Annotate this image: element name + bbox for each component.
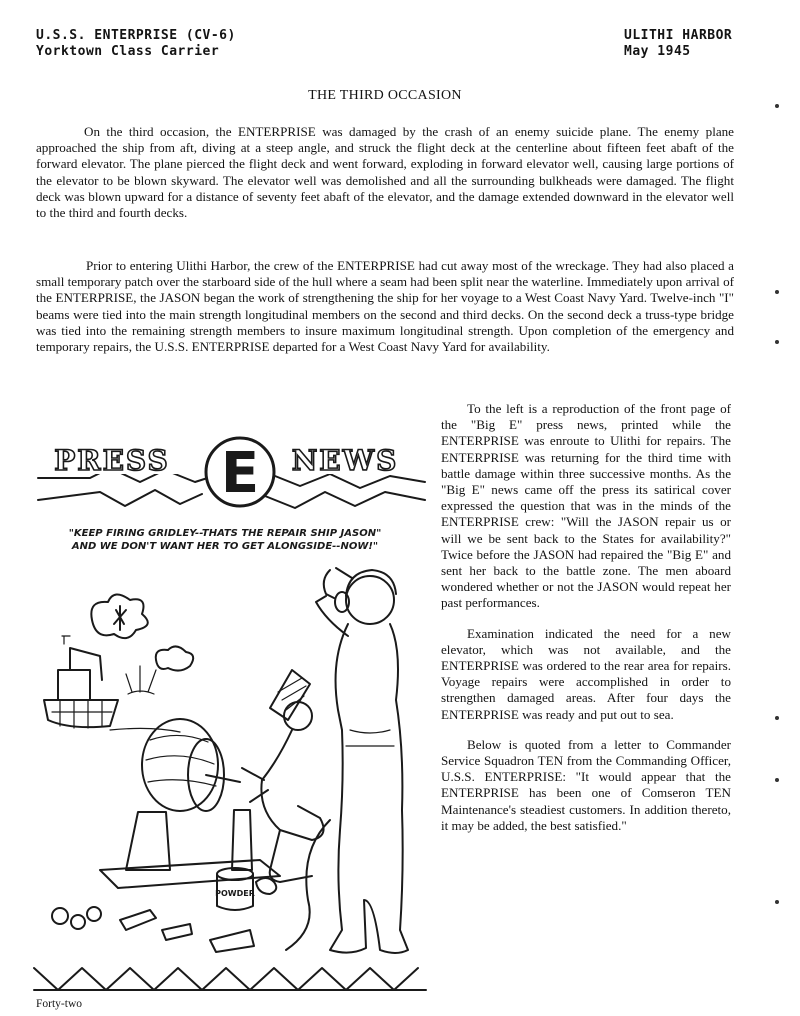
powder-can-label: POWDER [215,889,255,898]
masthead-e: E [220,441,260,506]
margin-mark [775,340,779,344]
explosion-clouds [91,594,193,732]
page-number: Forty-two [36,998,82,1010]
margin-mark [775,900,779,904]
paragraph-repairs: Prior to entering Ulithi Harbor, the crew of the ENTERPRISE had cut away most of the wreckage. They had also placed a small temporary patch over the starboard side of the hull where a seam had been split near the waterline. Immediately upon arrival of the ENTERPRISE, the JASON began the work of strengthening the ship for her voyage to a West Coast Navy Yard. Twelve-inch "I" beams were tied into the main strength longitudinal members on the second and third decks. On the second deck a truss-type bridge was tied into the remaining strength members to insure maximum longitudinal strength. Upon completion of the emergency and temporary repairs, the U.S.S. ENTERPRISE departed for a West Coast Navy Yard for availability. [36,258,734,355]
margin-mark [775,290,779,294]
paragraph-press-news: To the left is a reproduction of the front page of the "Big E" press news, printed while the ENTERPRISE was enroute to Ulithi for repairs. The ENTERPRISE was returning for the third time with battle damage within three successive months. As the "Big E" news came off the press its satirical cover expressed the question that was in the minds of the ENTERPRISE crew: "Will the JASON repair us or will we be sent back to the States for availability?" Twice before the JASON had repaired the "Big E" and sent her back to the battle zone. The men aboard wondered whether or not the JASON would repeat her past performances. [441,401,731,611]
right-column [441,401,731,834]
ship-name: U.S.S. ENTERPRISE (CV-6) [36,28,236,43]
masthead [38,438,425,508]
paragraph-examination: Examination indicated the need for a new elevator, which was not available, and the ENTERPRISE was ordered to the rear area for repairs. Voyage repairs were accomplished in order to strengthen damaged areas. After four days the ENTERPRISE was ready and put out to sea. [441,625,731,722]
header-right [624,28,732,60]
standing-sailor [316,568,408,953]
bottom-border [34,968,426,990]
date: May 1945 [624,44,691,59]
margin-mark [775,716,779,720]
cartoon-caption-line1: "KEEP FIRING GRIDLEY--THATS THE REPAIR SHIP JASON" [68,528,382,539]
repair-ship-drawing [44,636,118,728]
lightning-bolt-left-bottom [38,490,202,506]
press-news-cartoon [30,430,430,1005]
lightning-bolt-right-bottom [265,492,425,508]
cartoon-caption-line2: AND WE DON'T WANT HER TO GET ALONGSIDE--NOW!" [71,541,379,552]
paragraph-letter: Below is quoted from a letter to Commander Service Squadron TEN from the Commanding Officer, U.S.S. ENTERPRISE: "It would appear that the ENTERPRISE has been one of Comseron TEN Maintenance's steadiest customers. In addition thereto, it may be added, the best satisfied." [441,736,731,833]
powder-can [215,868,255,910]
margin-mark [775,778,779,782]
header-left [36,28,236,60]
masthead-press: PRESS [54,444,170,477]
cannon-drawing [100,719,280,888]
page-title: THE THIRD OCCASION [308,88,462,103]
masthead-news: NEWS [291,444,399,477]
paragraph-damage: On the third occasion, the ENTERPRISE was damaged by the crash of an enemy suicide plane. The enemy plane approached the ship from aft, diving at a steep angle, and struck the flight deck at the centerline about fifteen feet abaft of the forward elevator. The plane pierced the flight deck and went forward, exploding in forward elevator well, causing large portions of the elevator to be blown skyward. The elevator well was demolished and all the surrounding bulkheads were damaged. The flight deck was blown upward for a distance of seventy feet abaft of the elevator, and the damage extended downward in the elevator well to the third and fourth decks. [36,124,734,221]
margin-mark [775,104,779,108]
ship-class: Yorktown Class Carrier [36,44,220,59]
location: ULITHI HARBOR [624,28,733,43]
